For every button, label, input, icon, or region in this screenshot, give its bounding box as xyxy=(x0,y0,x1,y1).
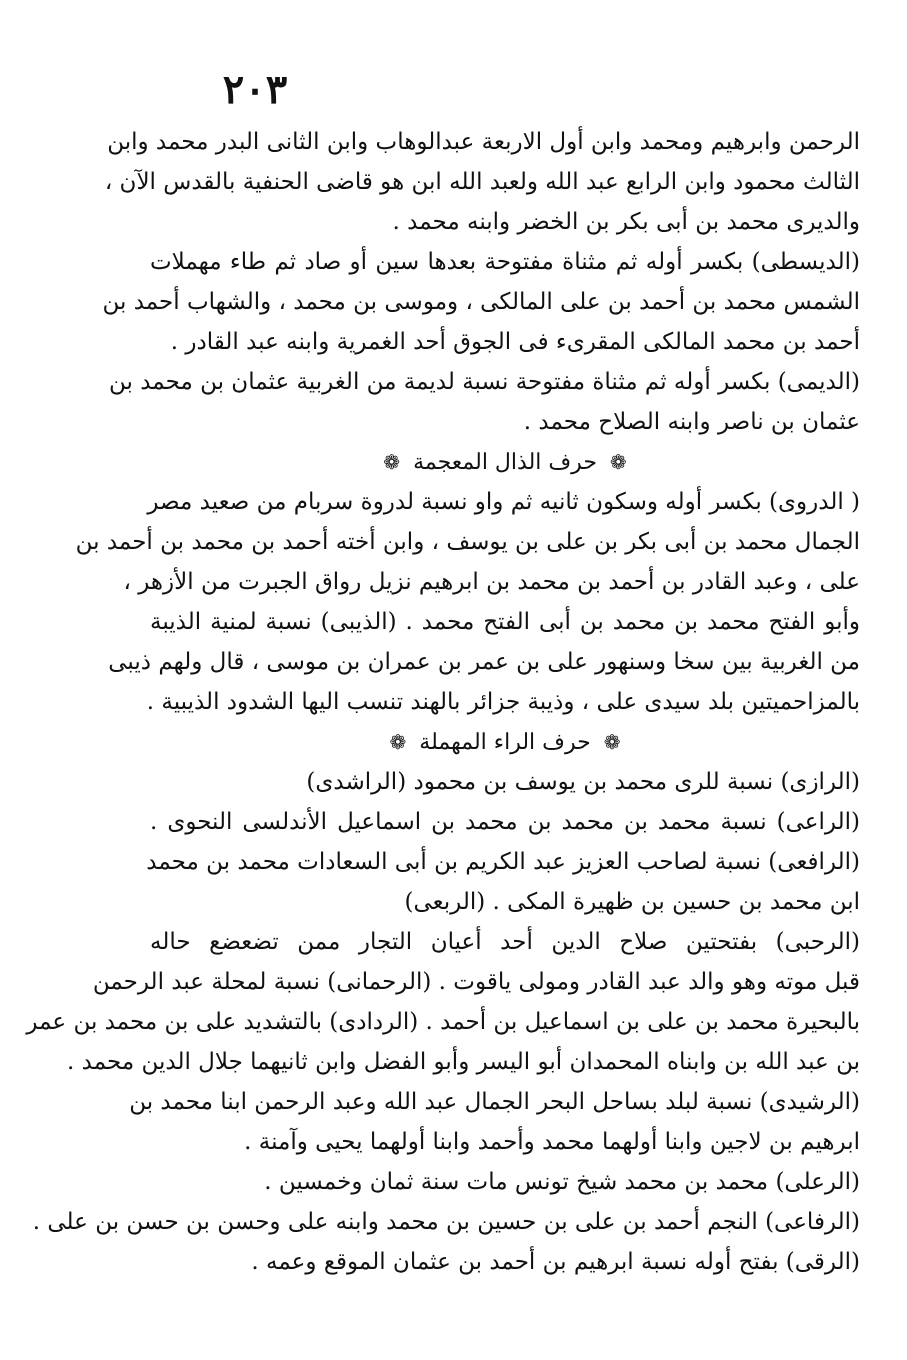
text-line: (الرقى) بفتح أوله نسبة ابرهيم بن أحمد بن عثمان الموقع وعمه . xyxy=(251,1249,860,1275)
text-line: (الرازى) نسبة للرى محمد بن يوسف بن محمود (الراشدى) xyxy=(306,769,860,795)
text-line: (الرافعى) نسبة لصاحب العزيز عبد الكريم بن أبى السعادات محمد بن محمد xyxy=(146,849,860,875)
text-line: الثالث محمود وابن الرابع عبد الله ولعبد الله ابن هو قاضى الحنفية بالقدس الآن ، xyxy=(104,169,860,195)
text-line: (الرعلى) محمد بن محمد شيخ تونس مات سنة ثمان وخمسين . xyxy=(264,1169,860,1195)
text-line: (الديسطى) بكسر أوله ثم مثناة مفتوحة بعدها سين أو صاد ثم طاء مهملات xyxy=(150,249,860,275)
text-line: بن عبد الله بن وابناه المحمدان أبو اليسر وأبو الفضل وابن ثانيهما جلال الدين محمد . xyxy=(67,1049,860,1075)
text-line: الرحمن وابرهيم ومحمد وابن أول الاربعة عبدالوهاب وابن الثانى البدر محمد وابن xyxy=(107,129,860,155)
text-line: الجمال محمد بن أبى بكر بن على بن يوسف ، وابن أخته أحمد بن محمد بن أحمد بن xyxy=(75,529,860,555)
text-line: على ، وعبد القادر بن أحمد بن محمد بن ابرهيم نزيل رواق الجبرت من الأزهر ، xyxy=(123,569,860,595)
section-heading-text: حرف الذال المعجمة xyxy=(413,450,597,475)
ornament-icon: ❁ xyxy=(609,450,627,474)
text-block xyxy=(26,122,860,1282)
section-heading-ra xyxy=(150,722,860,762)
text-line: الشمس محمد بن أحمد بن على المالكى ، وموسى بن محمد ، والشهاب أحمد بن xyxy=(102,289,860,315)
text-line: (الرحبى) بفتحتين صلاح الدين أحد أعيان التجار ممن تضعضع حاله xyxy=(150,929,860,955)
section-heading-dhal xyxy=(150,442,860,482)
text-line: عثمان بن ناصر وابنه الصلاح محمد . xyxy=(523,409,860,435)
text-line: قبل موته وهو والد عبد القادر ومولى ياقوت . (الرحمانى) نسبة لمحلة عبد الرحمن xyxy=(92,969,860,995)
text-line: والديرى محمد بن أبى بكر بن الخضر وابنه محمد . xyxy=(392,209,860,235)
section-heading-text: حرف الراء المهملة xyxy=(419,730,591,755)
text-line: بالمزاحميتين بلد سيدى على ، وذيبة جزائر بالهند تنسب اليها الشدود الذيبية . xyxy=(146,689,860,715)
text-line: ابرهيم بن لاجين وابنا أولهما محمد وأحمد وابنا أولهما يحيى وآمنة . xyxy=(244,1129,860,1155)
ornament-icon: ❁ xyxy=(389,730,407,754)
text-line: من الغربية بين سخا وسنهور على بن عمر بن عمران بن موسى ، قال ولهم ذيبى xyxy=(108,649,860,675)
page-number: ٢٠٣ xyxy=(222,66,288,113)
text-line: (الديمى) بكسر أوله ثم مثناة مفتوحة نسبة لديمة من الغربية عثمان بن محمد بن xyxy=(109,369,860,395)
ornament-icon: ❁ xyxy=(383,450,401,474)
text-line: (الرفاعى) النجم أحمد بن على بن حسين بن محمد وابنه على وحسن بن حسن بن على . xyxy=(32,1209,860,1235)
text-line: ابن محمد بن حسين بن ظهيرة المكى . (الربعى) xyxy=(404,889,860,915)
text-line: (الرشيدى) نسبة لبلد بساحل البحر الجمال عبد الله وعبد الرحمن ابنا محمد بن xyxy=(129,1089,860,1115)
text-line: وأبو الفتح محمد بن محمد بن أبى الفتح محمد . (الذيبى) نسبة لمنية الذيبة xyxy=(150,609,860,635)
text-line: بالبحيرة محمد بن على بن اسماعيل بن أحمد . (الردادى) بالتشديد على بن محمد بن عمر xyxy=(26,1009,860,1035)
ornament-icon: ❁ xyxy=(603,730,621,754)
text-line: ( الدروى) بكسر أوله وسكون ثانيه ثم واو نسبة لدروة سربام من صعيد مصر xyxy=(147,489,860,515)
text-line: (الراعى) نسبة محمد بن محمد بن محمد بن اسماعيل الأندلسى النحوى . xyxy=(150,809,860,835)
text-line: أحمد بن محمد المالكى المقرىء فى الجوق أحد الغمرية وابنه عبد القادر . xyxy=(170,329,860,355)
